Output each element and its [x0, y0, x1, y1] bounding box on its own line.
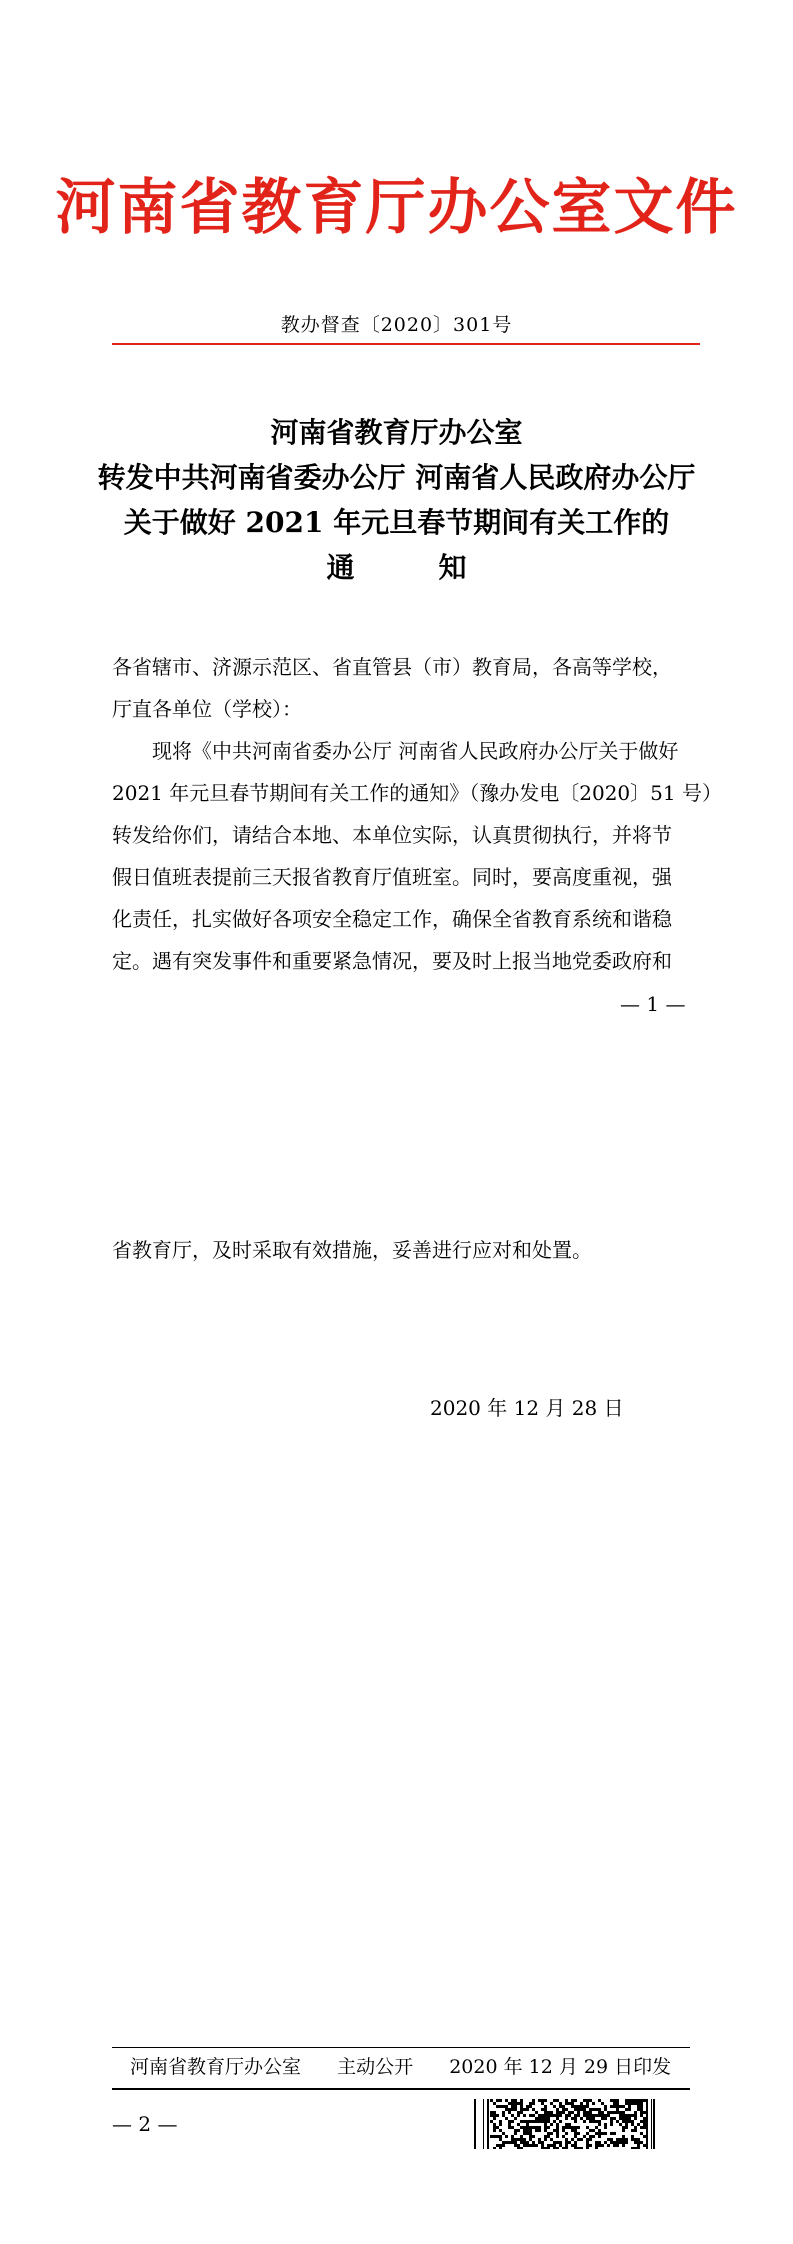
title-line: 转发中共河南省委办公厅 河南省人民政府办公厅 [97, 461, 696, 494]
body-line: 化责任，扎实做好各项安全稳定工作，确保全省教育系统和谐稳 [112, 907, 672, 931]
body-line: 省教育厅，及时采取有效措施，妥善进行应对和处置。 [112, 1238, 592, 1262]
footer-issue-date: 2020 年 12 月 29 日印发 [449, 2056, 672, 2078]
body-line-addressee: 各省辖市、济源示范区、省直管县（市）教育局，各高等学校， [112, 655, 672, 679]
body-line: 假日值班表提前三天报省教育厅值班室。同时，要高度重视，强 [112, 865, 672, 889]
title-line: 通 知 [326, 551, 467, 584]
title-line: 关于做好 2021 年元旦春节期间有关工作的 [123, 506, 670, 539]
qr-code-icon [474, 2099, 662, 2149]
body-line: 定。遇有突发事件和重要紧急情况，要及时上报当地党委政府和 [112, 949, 672, 973]
page-number: — 1 — [620, 992, 686, 1016]
footer-top-rule [112, 2047, 690, 2048]
footer-issuer: 河南省教育厅办公室 [130, 2056, 302, 2078]
document-header-title: 河南省教育厅办公室文件 [55, 173, 738, 243]
signature-date: 2020 年 12 月 28 日 [430, 1396, 624, 1420]
page-number: — 2 — [112, 2112, 178, 2136]
title-line: 河南省教育厅办公室 [270, 416, 523, 449]
footer-issue-line [130, 2053, 671, 2081]
body-line-addressee: 厅直各单位（学校）： [112, 697, 302, 721]
body-line: 转发给你们，请结合本地、本单位实际，认真贯彻执行，并将节 [112, 823, 672, 847]
document-number: 教办督查〔2020〕301号 [280, 314, 513, 336]
body-line: 现将《中共河南省委办公厅 河南省人民政府办公厅关于做好 [152, 739, 679, 763]
body-line: 2021 年元旦春节期间有关工作的通知》（豫办发电〔2020〕51 号） [112, 781, 722, 805]
footer-disclosure: 主动公开 [337, 2056, 414, 2078]
red-divider [112, 343, 700, 345]
document-title [0, 410, 793, 590]
footer-bottom-rule [112, 2088, 690, 2090]
